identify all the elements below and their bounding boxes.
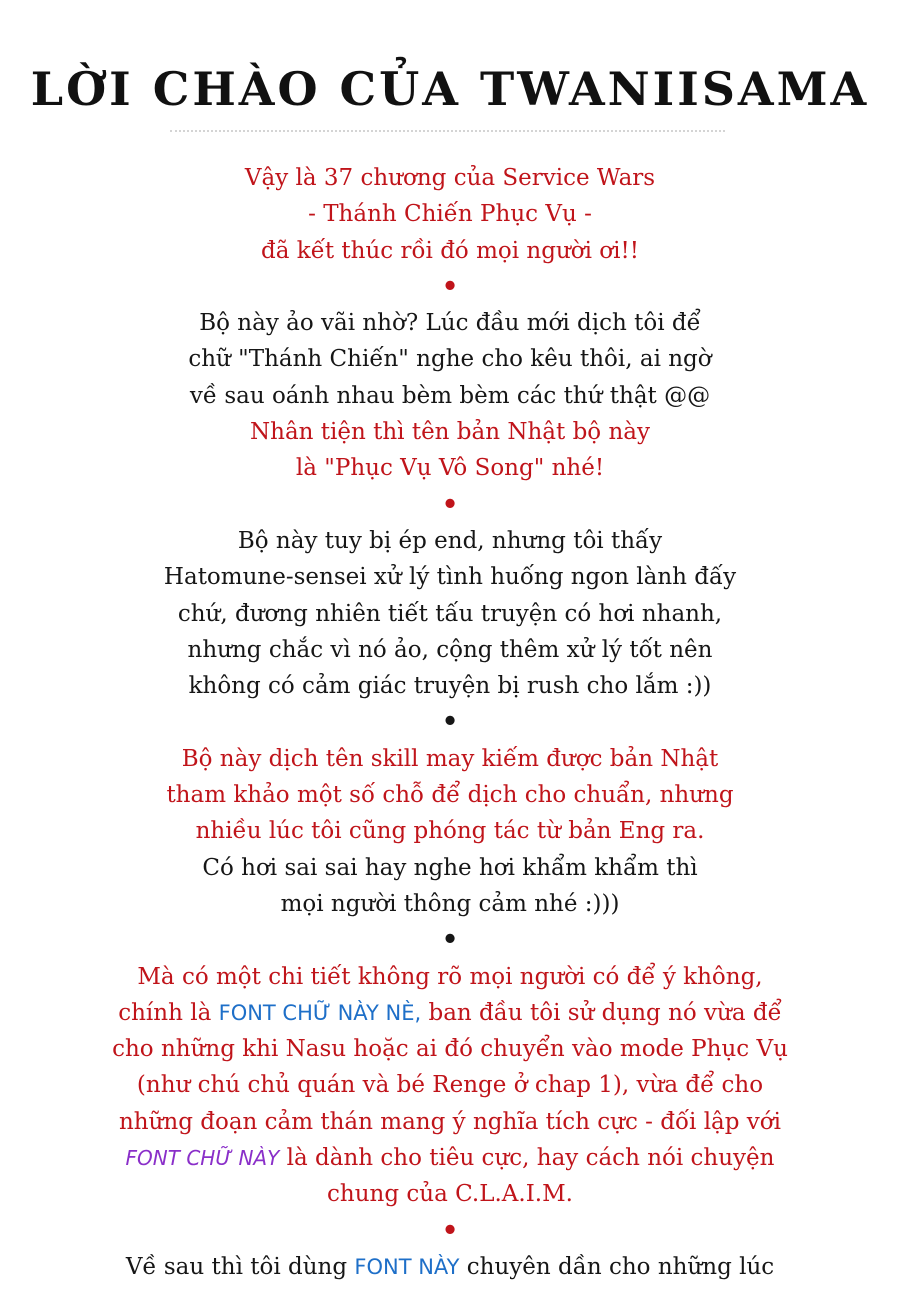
text-line: (như chú chủ quán và bé Renge ở chap 1), vừa để cho [136, 1072, 764, 1099]
font-sample-positive: FONT NÀY [354, 1254, 460, 1279]
text-line: nhiều lúc tôi cũng phóng tác từ bản Eng ra. [195, 818, 705, 845]
text-line: nhưng chắc vì nó ảo, cộng thêm xử lý tốt nên [187, 636, 713, 663]
page-title: LỜI CHÀO CỦA TWANIISAMA [30, 62, 870, 116]
text-line: Bộ này dịch tên skill may kiếm được bản Nhật [181, 745, 719, 772]
text-segment: ban đầu tôi sử dụng nó vừa để [421, 999, 782, 1026]
title-divider [170, 130, 725, 132]
text-segment: chuyên dần cho những lúc [459, 1253, 775, 1280]
text-line: không có cảm giác truyện bị rush cho lắm :)) [188, 673, 712, 700]
text-line: Hatomune-sensei xử lý tình huống ngon lành đấy [163, 564, 737, 591]
separator-dot: • [441, 489, 459, 520]
text-line: đã kết thúc rồi đó mọi người ơi!! [261, 237, 639, 264]
text-line: mọi người thông cảm nhé :))) [280, 890, 620, 917]
text-line: Vậy là 37 chương của Service Wars [244, 165, 656, 191]
text-line: Bộ này tuy bị ép end, nhưng tôi thấy [237, 527, 663, 554]
separator-dot: • [441, 707, 459, 738]
text-line [0, 1140, 900, 1176]
text-segment: là dành cho tiêu cực, hay cách nói chuyện [279, 1145, 775, 1172]
text-line: về sau oánh nhau bèm bèm các thứ thật @@ [189, 382, 711, 409]
text-line: chữ "Thánh Chiến" nghe cho kêu thôi, ai ngờ [188, 346, 712, 373]
text-segment: chính là [118, 999, 219, 1026]
text-line: chung của C.L.A.I.M. [327, 1181, 573, 1208]
separator-dot: • [441, 1215, 459, 1246]
text-line [0, 1249, 900, 1285]
text-segment: Về sau thì tôi dùng [125, 1253, 355, 1280]
text-line: những đoạn cảm thán mang ý nghĩa tích cực - đối lập với [118, 1108, 782, 1135]
separator-dot: • [441, 271, 459, 302]
text-line: là "Phục Vụ Vô Song" nhé! [295, 455, 605, 482]
text-line: Có hơi sai sai hay nghe hơi khẩm khẩm thì [202, 854, 698, 881]
text-line: chứ, đương nhiên tiết tấu truyện có hơi nhanh, [177, 600, 723, 627]
text-line: Nhân tiện thì tên bản Nhật bộ này [250, 419, 650, 446]
text-line: - Thánh Chiến Phục Vụ - [308, 201, 592, 228]
text-line: Bộ này ảo vãi nhờ? Lúc đầu mới dịch tôi để [199, 310, 701, 337]
text-line: tham khảo một số chỗ để dịch cho chuẩn, nhưng [166, 782, 734, 809]
font-sample-positive: FONT CHỮ NÀY NÈ, [218, 1000, 422, 1025]
text-line: cho những khi Nasu hoặc ai đó chuyển vào mode Phục Vụ [112, 1036, 788, 1063]
message-body [0, 160, 900, 1285]
text-line [0, 995, 900, 1031]
text-line: Mà có một chi tiết không rõ mọi người có để ý không, [137, 963, 763, 990]
separator-dot: • [441, 925, 459, 956]
font-sample-negative: FONT CHỮ NÀY [125, 1146, 280, 1171]
